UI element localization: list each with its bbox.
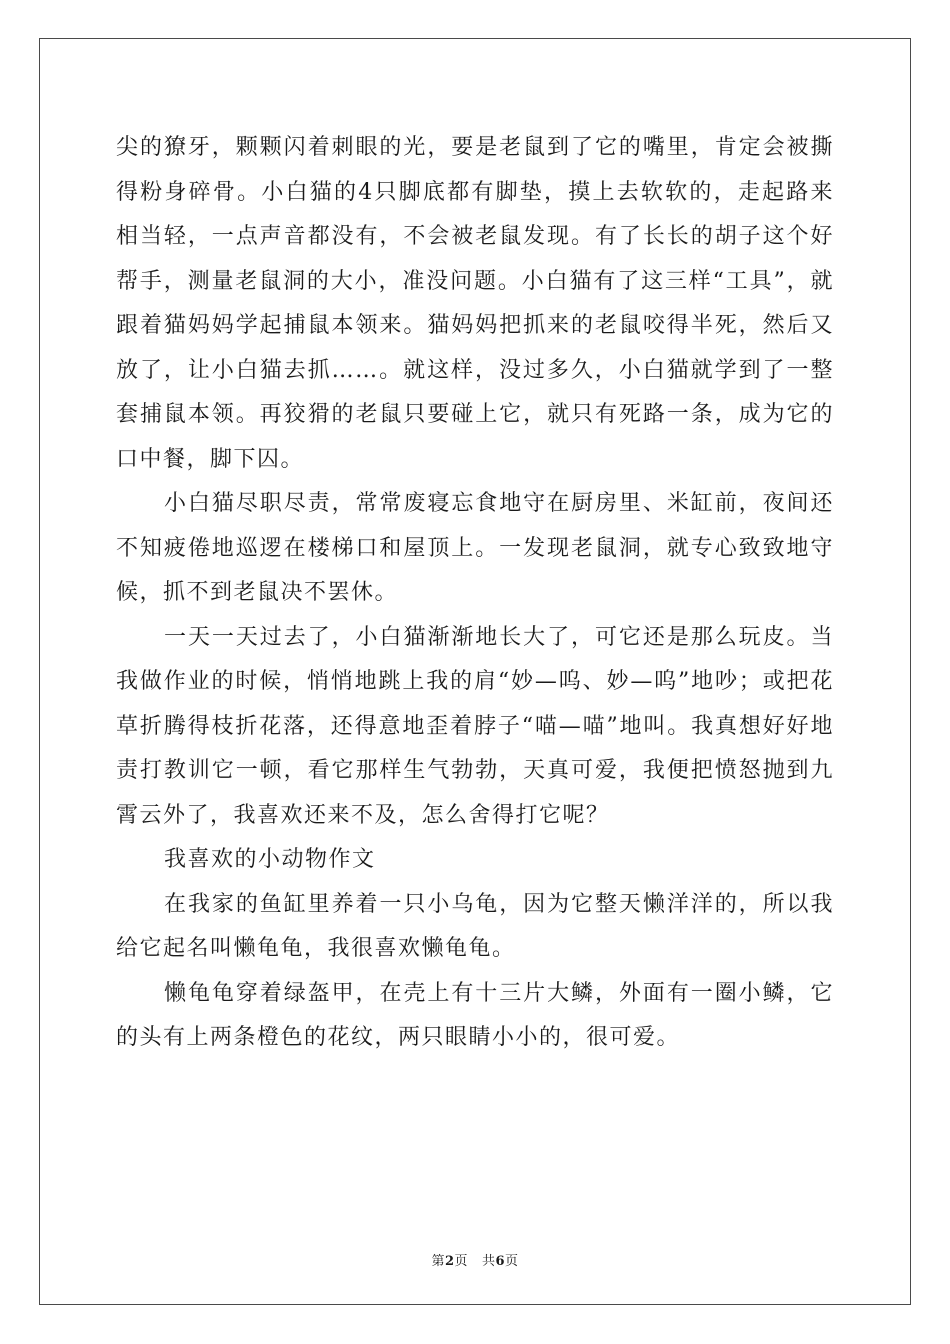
page-footer bbox=[0, 1250, 950, 1269]
paragraph: 小白猫尽职尽责，常常废寝忘食地守在厨房里、米缸前，夜间还不知疲倦地巡逻在楼梯口和屋顶上。一发现老鼠洞，就专心致致地守候，抓不到老鼠决不罢休。 bbox=[116, 491, 834, 605]
paragraph: 懒龟龟穿着绿盔甲，在壳上有十三片大鳞，外面有一圈小鳞，它的头有上两条橙色的花纹，两只眼睛小小的，很可爱。 bbox=[116, 980, 834, 1050]
total-prefix: 共 bbox=[481, 1254, 496, 1269]
page-prefix: 第 bbox=[431, 1254, 445, 1269]
section-heading: 我喜欢的小动物作文 bbox=[164, 847, 376, 872]
paragraph: 一天一天过去了，小白猫渐渐地长大了，可它还是那么玩皮。当我做作业的时候，悄悄地跳上我的肩“妙—呜、妙—呜”地吵；或把花草折腾得枝折花落，还得意地歪着脖子“喵—喵”地叫。我真想好好地责打教训它一顿，看它那样生气勃勃，天真可爱，我便把愤怒抛到九霄云外了，我喜欢还来不及，怎么舍得打它呢？ bbox=[116, 624, 834, 828]
page-number: 2 bbox=[444, 1254, 455, 1269]
total-suffix: 页 bbox=[505, 1254, 519, 1269]
document-body bbox=[116, 126, 834, 1061]
page-suffix: 页 bbox=[454, 1254, 469, 1269]
paragraph: 在我家的鱼缸里养着一只小乌龟，因为它整天懒洋洋的，所以我给它起名叫懒龟龟，我很喜欢懒龟龟。 bbox=[116, 891, 834, 961]
paragraph: 尖的獠牙，颗颗闪着刺眼的光，要是老鼠到了它的嘴里，肯定会被撕得粉身碎骨。小白猫的4只脚底都有脚垫，摸上去软软的，走起路来相当轻，一点声音都没有，不会被老鼠发现。有了长长的胡子这个好帮手，测量老鼠洞的大小，准没问题。小白猫有了这三样“工具”，就跟着猫妈妈学起捕鼠本领来。猫妈妈把抓来的老鼠咬得半死，然后又放了，让小白猫去抓……。就这样，没过多久，小白猫就学到了一整套捕鼠本领。再狡猾的老鼠只要碰上它，就只有死路一条，成为它的口中餐，脚下囚。 bbox=[116, 135, 834, 472]
total-pages: 6 bbox=[495, 1254, 506, 1269]
